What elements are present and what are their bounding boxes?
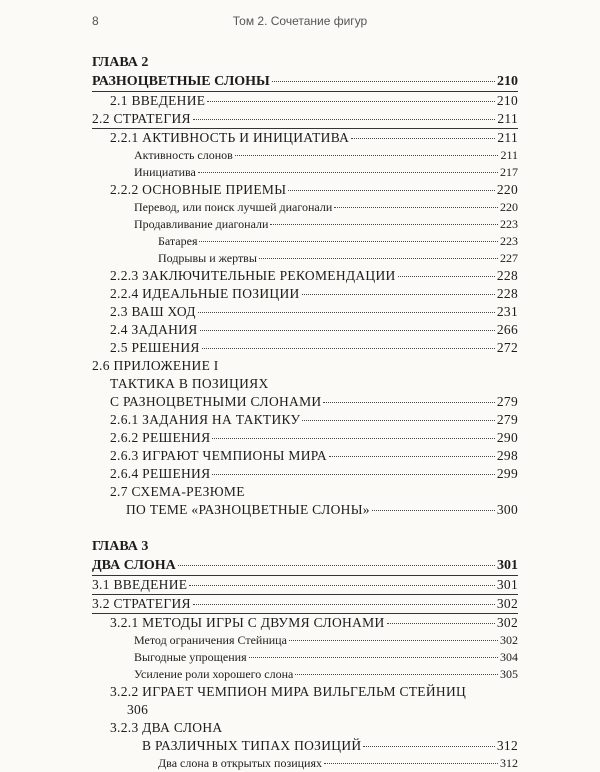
- toc-entry[interactable]: 2.1 ВВЕДЕНИЕ 210: [110, 93, 518, 108]
- toc-entry[interactable]: ДВА СЛОНА 301: [92, 556, 518, 576]
- toc-entry[interactable]: 2.3 ВАШ ХОД 231: [110, 304, 518, 319]
- toc-entry[interactable]: С РАЗНОЦВЕТНЫМИ СЛОНАМИ 279: [110, 394, 518, 409]
- table-of-contents: [92, 53, 518, 772]
- toc-entry[interactable]: Перевод, или поиск лучшей диагонали 220: [134, 200, 518, 214]
- page-number: 8: [92, 14, 99, 28]
- chapter-label: ГЛАВА 3: [92, 539, 149, 554]
- toc-entry[interactable]: 2.6.2 РЕШЕНИЯ 290: [110, 430, 518, 445]
- toc-entry[interactable]: В РАЗЛИЧНЫХ ТИПАХ ПОЗИЦИЙ 312: [142, 738, 518, 753]
- toc-entry[interactable]: 3.2 СТРАТЕГИЯ 302: [92, 595, 518, 614]
- toc-entry[interactable]: 2.6.1 ЗАДАНИЯ НА ТАКТИКУ 279: [110, 412, 518, 427]
- toc-entry[interactable]: Метод ограничения Стейница 302: [134, 633, 518, 647]
- toc-entry-line[interactable]: 2.6 ПРИЛОЖЕНИЕ I: [92, 358, 219, 373]
- running-header: [0, 10, 600, 34]
- toc-entry[interactable]: 2.6.3 ИГРАЮТ ЧЕМПИОНЫ МИРА 298: [110, 448, 518, 463]
- toc-entry-line[interactable]: 3.2.2 ИГРАЕТ ЧЕМПИОН МИРА ВИЛЬГЕЛЬМ СТЕЙНИЦ: [110, 684, 467, 699]
- toc-entry-line[interactable]: 2.7 СХЕМА-РЕЗЮМЕ: [110, 484, 245, 499]
- toc-entry[interactable]: Два слона в открытых позициях 312: [158, 756, 518, 770]
- toc-entry[interactable]: Усиление роли хорошего слона 305: [134, 667, 518, 681]
- toc-entry[interactable]: 2.4 ЗАДАНИЯ 266: [110, 322, 518, 337]
- toc-entry[interactable]: РАЗНОЦВЕТНЫЕ СЛОНЫ 210: [92, 72, 518, 92]
- toc-entry[interactable]: 3.1 ВВЕДЕНИЕ 301: [92, 576, 518, 595]
- toc-entry[interactable]: 2.2.4 ИДЕАЛЬНЫЕ ПОЗИЦИИ 228: [110, 286, 518, 301]
- toc-entry[interactable]: 2.2 СТРАТЕГИЯ 211: [92, 110, 518, 129]
- chapter-gap: [92, 519, 518, 537]
- toc-entry[interactable]: Выгодные упрощения 304: [134, 650, 518, 664]
- toc-entry-page[interactable]: 306: [127, 702, 149, 717]
- toc-entry[interactable]: 2.6.4 РЕШЕНИЯ 299: [110, 466, 518, 481]
- toc-entry[interactable]: 2.2.2 ОСНОВНЫЕ ПРИЕМЫ 220: [110, 182, 518, 197]
- toc-entry[interactable]: 3.2.1 МЕТОДЫ ИГРЫ С ДВУМЯ СЛОНАМИ 302: [110, 615, 518, 630]
- chapter-label: ГЛАВА 2: [92, 55, 149, 70]
- toc-entry[interactable]: Продавливание диагонали 223: [134, 217, 518, 231]
- toc-entry[interactable]: 2.2.1 АКТИВНОСТЬ И ИНИЦИАТИВА 211: [110, 130, 518, 145]
- toc-entry[interactable]: 2.5 РЕШЕНИЯ 272: [110, 340, 518, 355]
- toc-entry[interactable]: Активность слонов 211: [134, 148, 518, 162]
- toc-entry[interactable]: 2.2.3 ЗАКЛЮЧИТЕЛЬНЫЕ РЕКОМЕНДАЦИИ 228: [110, 268, 518, 283]
- toc-entry[interactable]: Батарея 223: [158, 234, 518, 248]
- toc-entry[interactable]: Инициатива 217: [134, 165, 518, 179]
- toc-entry-line[interactable]: ТАКТИКА В ПОЗИЦИЯХ: [110, 376, 269, 391]
- toc-entry[interactable]: Подрывы и жертвы 227: [158, 251, 518, 265]
- running-title: Том 2. Сочетание фигур: [232, 14, 368, 28]
- toc-entry-line[interactable]: 3.2.3 ДВА СЛОНА: [110, 720, 223, 735]
- toc-entry[interactable]: ПО ТЕМЕ «РАЗНОЦВЕТНЫЕ СЛОНЫ» 300: [126, 502, 518, 517]
